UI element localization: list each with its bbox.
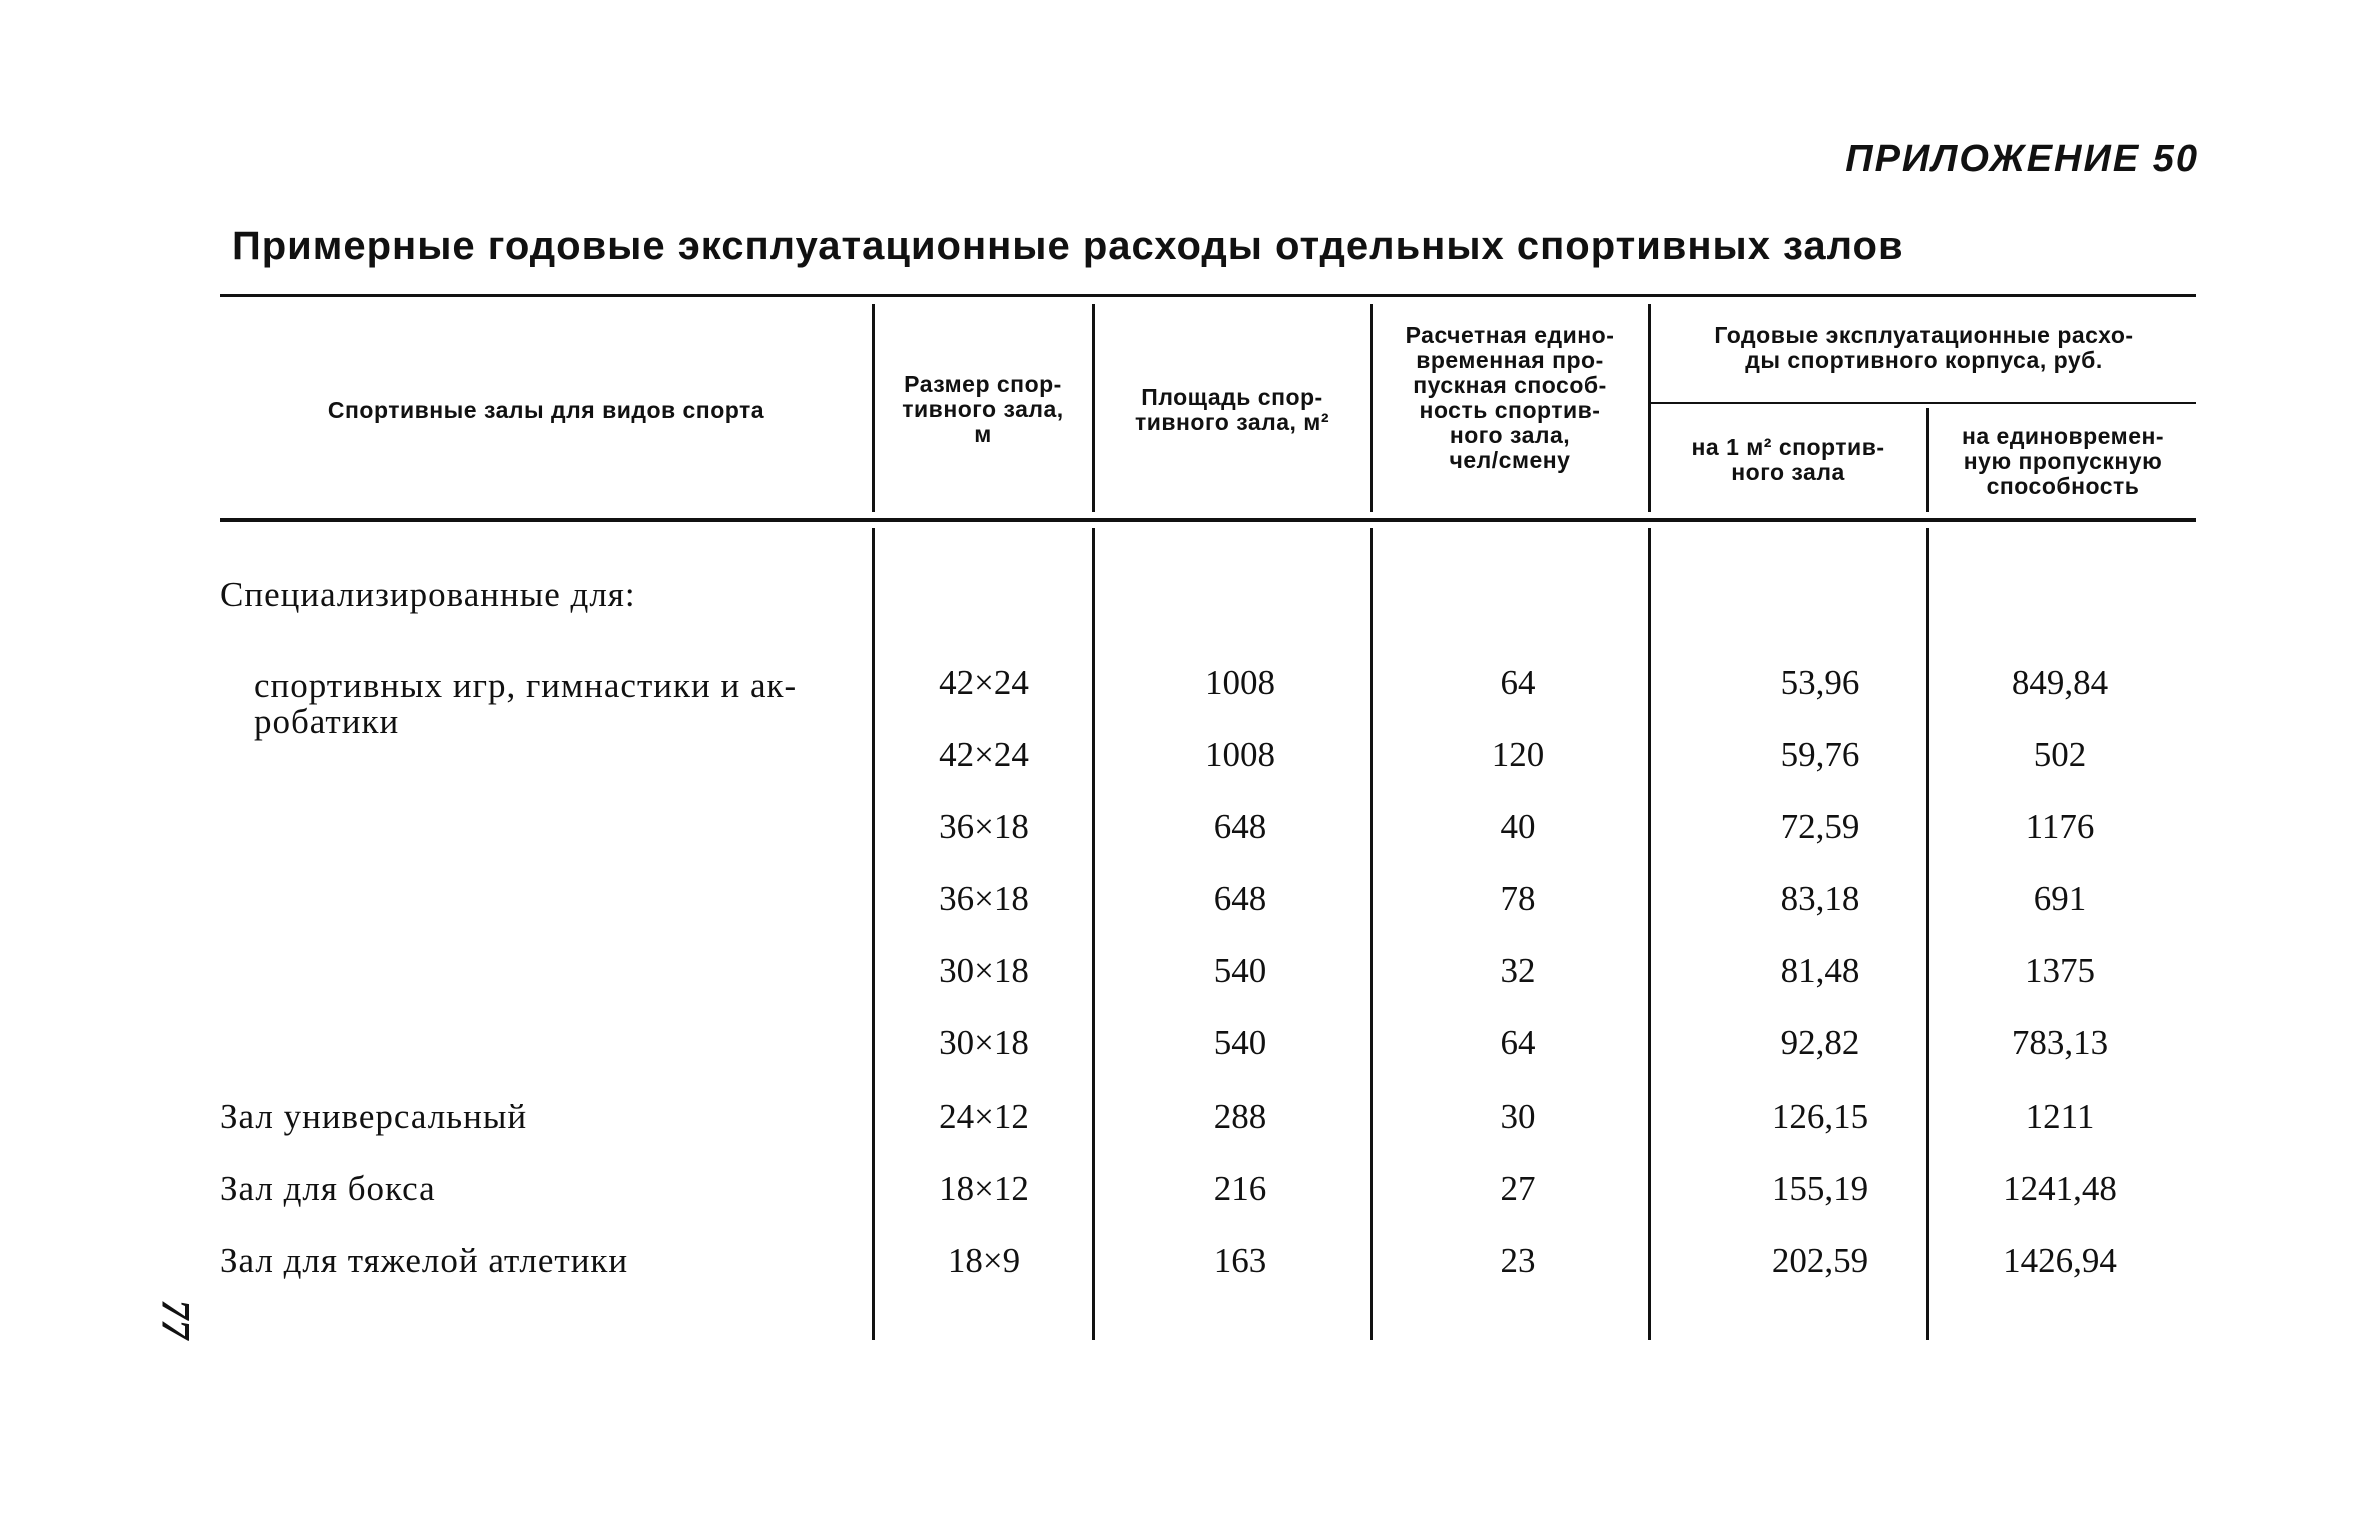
hall-size-cell: 42×24 xyxy=(939,735,1029,774)
hall-area-cell: 163 xyxy=(1213,1241,1267,1280)
cost-per-capacity-cell: 1176 xyxy=(2025,807,2095,846)
header-separator xyxy=(1648,304,1651,512)
hall-area-cell: 540 xyxy=(1213,951,1267,990)
cost-per-capacity-cell: 1426,94 xyxy=(2003,1241,2117,1280)
group-header-rule xyxy=(1650,402,2196,404)
body-separator xyxy=(1648,528,1651,1340)
cost-per-capacity-cell: 1241,48 xyxy=(2003,1169,2117,1208)
hall-size-cell: 18×9 xyxy=(947,1241,1021,1280)
row-label: Зал для бокса xyxy=(220,1169,436,1208)
table-top-rule xyxy=(220,294,2196,297)
header-separator xyxy=(1092,304,1095,512)
capacity-cell: 32 xyxy=(1500,951,1536,990)
header-cost-per-capacity: на единовремен- ную пропускную способность xyxy=(1961,423,2165,499)
cost-per-capacity-cell: 691 xyxy=(2033,879,2087,918)
cost-per-capacity-cell: 1375 xyxy=(2025,951,2095,990)
cost-per-m2-cell: 83,18 xyxy=(1780,879,1860,918)
cost-per-m2-cell: 92,82 xyxy=(1780,1023,1860,1062)
header-capacity: Расчетная едино- временная про- пускная способ- ность спортив- ного зала, чел/смену xyxy=(1405,322,1615,473)
cost-per-capacity-cell: 502 xyxy=(2033,735,2087,774)
body-separator xyxy=(1092,528,1095,1340)
subsection-label: спортивных игр, гимнастики и ак- робатики xyxy=(254,666,798,741)
hall-size-cell: 36×18 xyxy=(939,807,1029,846)
hall-area-cell: 1008 xyxy=(1205,735,1275,774)
capacity-cell: 78 xyxy=(1500,879,1536,918)
capacity-cell: 40 xyxy=(1500,807,1536,846)
cost-per-m2-cell: 81,48 xyxy=(1780,951,1860,990)
hall-size-cell: 18×12 xyxy=(939,1169,1029,1208)
hall-size-cell: 36×18 xyxy=(939,879,1029,918)
cost-per-m2-cell: 155,19 xyxy=(1771,1169,1869,1208)
capacity-cell: 120 xyxy=(1491,735,1545,774)
capacity-cell: 64 xyxy=(1500,663,1536,702)
body-separator xyxy=(872,528,875,1340)
cost-per-m2-cell: 59,76 xyxy=(1780,735,1860,774)
row-label: Зал универсальный xyxy=(220,1097,528,1136)
body-separator xyxy=(1370,528,1373,1340)
hall-area-cell: 540 xyxy=(1213,1023,1267,1062)
cost-per-capacity-cell: 849,84 xyxy=(2011,663,2109,702)
page-number: 77 xyxy=(153,1299,199,1340)
capacity-cell: 23 xyxy=(1500,1241,1536,1280)
header-hall-type: Спортивные залы для видов спорта xyxy=(327,397,765,423)
capacity-cell: 30 xyxy=(1500,1097,1536,1136)
hall-area-cell: 648 xyxy=(1213,879,1267,918)
hall-size-cell: 24×12 xyxy=(939,1097,1029,1136)
capacity-cell: 27 xyxy=(1500,1169,1536,1208)
cost-per-capacity-cell: 1211 xyxy=(2025,1097,2095,1136)
header-hall-area: Площадь спор- тивного зала, м² xyxy=(1135,384,1329,435)
page-title: Примерные годовые эксплуатационные расходы отдельных спортивных залов xyxy=(232,224,1904,268)
cost-per-m2-cell: 72,59 xyxy=(1780,807,1860,846)
hall-size-cell: 30×18 xyxy=(939,1023,1029,1062)
header-bottom-rule xyxy=(220,518,2196,522)
header-separator xyxy=(1926,408,1929,512)
capacity-cell: 64 xyxy=(1500,1023,1536,1062)
header-annual-costs: Годовые эксплуатационные расхо- ды спортивного корпуса, руб. xyxy=(1714,322,2134,373)
section-label: Специализированные для: xyxy=(220,575,636,614)
cost-per-m2-cell: 53,96 xyxy=(1780,663,1860,702)
row-label: Зал для тяжелой атлетики xyxy=(220,1241,629,1280)
header-separator xyxy=(872,304,875,512)
header-cost-per-m2: на 1 м² спортив- ного зала xyxy=(1691,434,1885,485)
header-separator xyxy=(1370,304,1373,512)
header-hall-size: Размер спор- тивного зала, м xyxy=(902,371,1064,447)
hall-area-cell: 288 xyxy=(1213,1097,1267,1136)
cost-per-m2-cell: 202,59 xyxy=(1771,1241,1869,1280)
body-separator xyxy=(1926,528,1929,1340)
cost-per-capacity-cell: 783,13 xyxy=(2011,1023,2109,1062)
appendix-label: ПРИЛОЖЕНИЕ 50 xyxy=(1845,138,2199,180)
hall-area-cell: 216 xyxy=(1213,1169,1267,1208)
hall-area-cell: 1008 xyxy=(1205,663,1275,702)
hall-area-cell: 648 xyxy=(1213,807,1267,846)
cost-per-m2-cell: 126,15 xyxy=(1771,1097,1869,1136)
hall-size-cell: 30×18 xyxy=(939,951,1029,990)
hall-size-cell: 42×24 xyxy=(939,663,1029,702)
